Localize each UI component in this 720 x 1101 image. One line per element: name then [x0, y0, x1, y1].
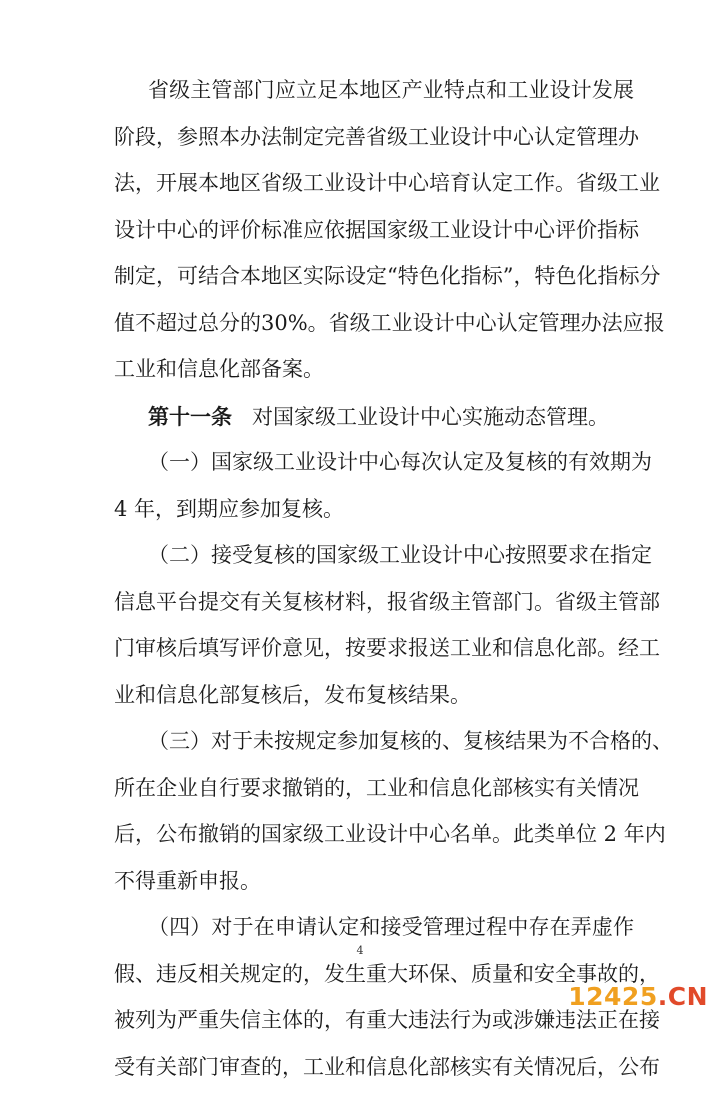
paragraph-line: 受有关部门审查的，工业和信息化部核实有关情况后，公布: [114, 1054, 660, 1079]
paragraph-line: 设计中心的评价标准应依据国家级工业设计中心评价指标: [114, 217, 639, 242]
paragraph-line: 阶段，参照本办法制定完善省级工业设计中心认定管理办: [114, 124, 639, 149]
paragraph-line: （二）接受复核的国家级工业设计中心按照要求在指定: [148, 543, 652, 567]
watermark-suffix: CN: [667, 982, 708, 1011]
paragraph-line: （一）国家级工业设计中心每次认定及复核的有效期为: [148, 450, 652, 474]
watermark-dot: .: [657, 982, 668, 1011]
page-number: 4: [356, 944, 364, 957]
paragraph-line: 制定，可结合本地区实际设定“特色化指标”，特色化指标分: [114, 264, 661, 288]
paragraph-line: （三）对于未按规定参加复核的、复核结果为不合格的、: [148, 729, 673, 753]
paragraph-line: 不得重新申报。: [114, 868, 261, 893]
paragraph-line: 省级主管部门应立足本地区产业特点和工业设计发展: [148, 78, 634, 102]
paragraph-line: 业和信息化部复核后，发布复核结果。: [114, 682, 471, 707]
watermark-logo: [568, 982, 708, 1011]
paragraph-line: 法，开展本地区省级工业设计中心培育认定工作。省级工业: [114, 171, 660, 195]
article-heading: 第十一条: [148, 403, 232, 429]
watermark-number: 12425: [568, 982, 658, 1011]
paragraph-line: 值不超过总分的30%。省级工业设计中心认定管理办法应报: [114, 310, 665, 335]
article-text: 对国家级工业设计中心实施动态管理。: [252, 404, 610, 429]
paragraph-line: 所在企业自行要求撤销的，工业和信息化部核实有关情况: [114, 775, 639, 800]
paragraph-line: 假、违反相关规定的，发生重大环保、质量和安全事故的，: [114, 961, 660, 986]
paragraph-line: 被列为严重失信主体的，有重大违法行为或涉嫌违法正在接: [114, 1008, 660, 1032]
article-line: [114, 404, 634, 429]
paragraph-line: 工业和信息化部备案。: [114, 357, 324, 381]
paragraph-line: 后，公布撤销的国家级工业设计中心名单。此类单位 2 年内: [114, 822, 666, 846]
paragraph-line: 信息平台提交有关复核材料，报省级主管部门。省级主管部: [114, 589, 660, 614]
paragraph-line: （四）对于在申请认定和接受管理过程中存在弄虚作: [148, 915, 634, 939]
paragraph-line: 4 年，到期应参加复核。: [114, 496, 345, 521]
paragraph-line: 门审核后填写评价意见，按要求报送工业和信息化部。经工: [114, 636, 660, 660]
